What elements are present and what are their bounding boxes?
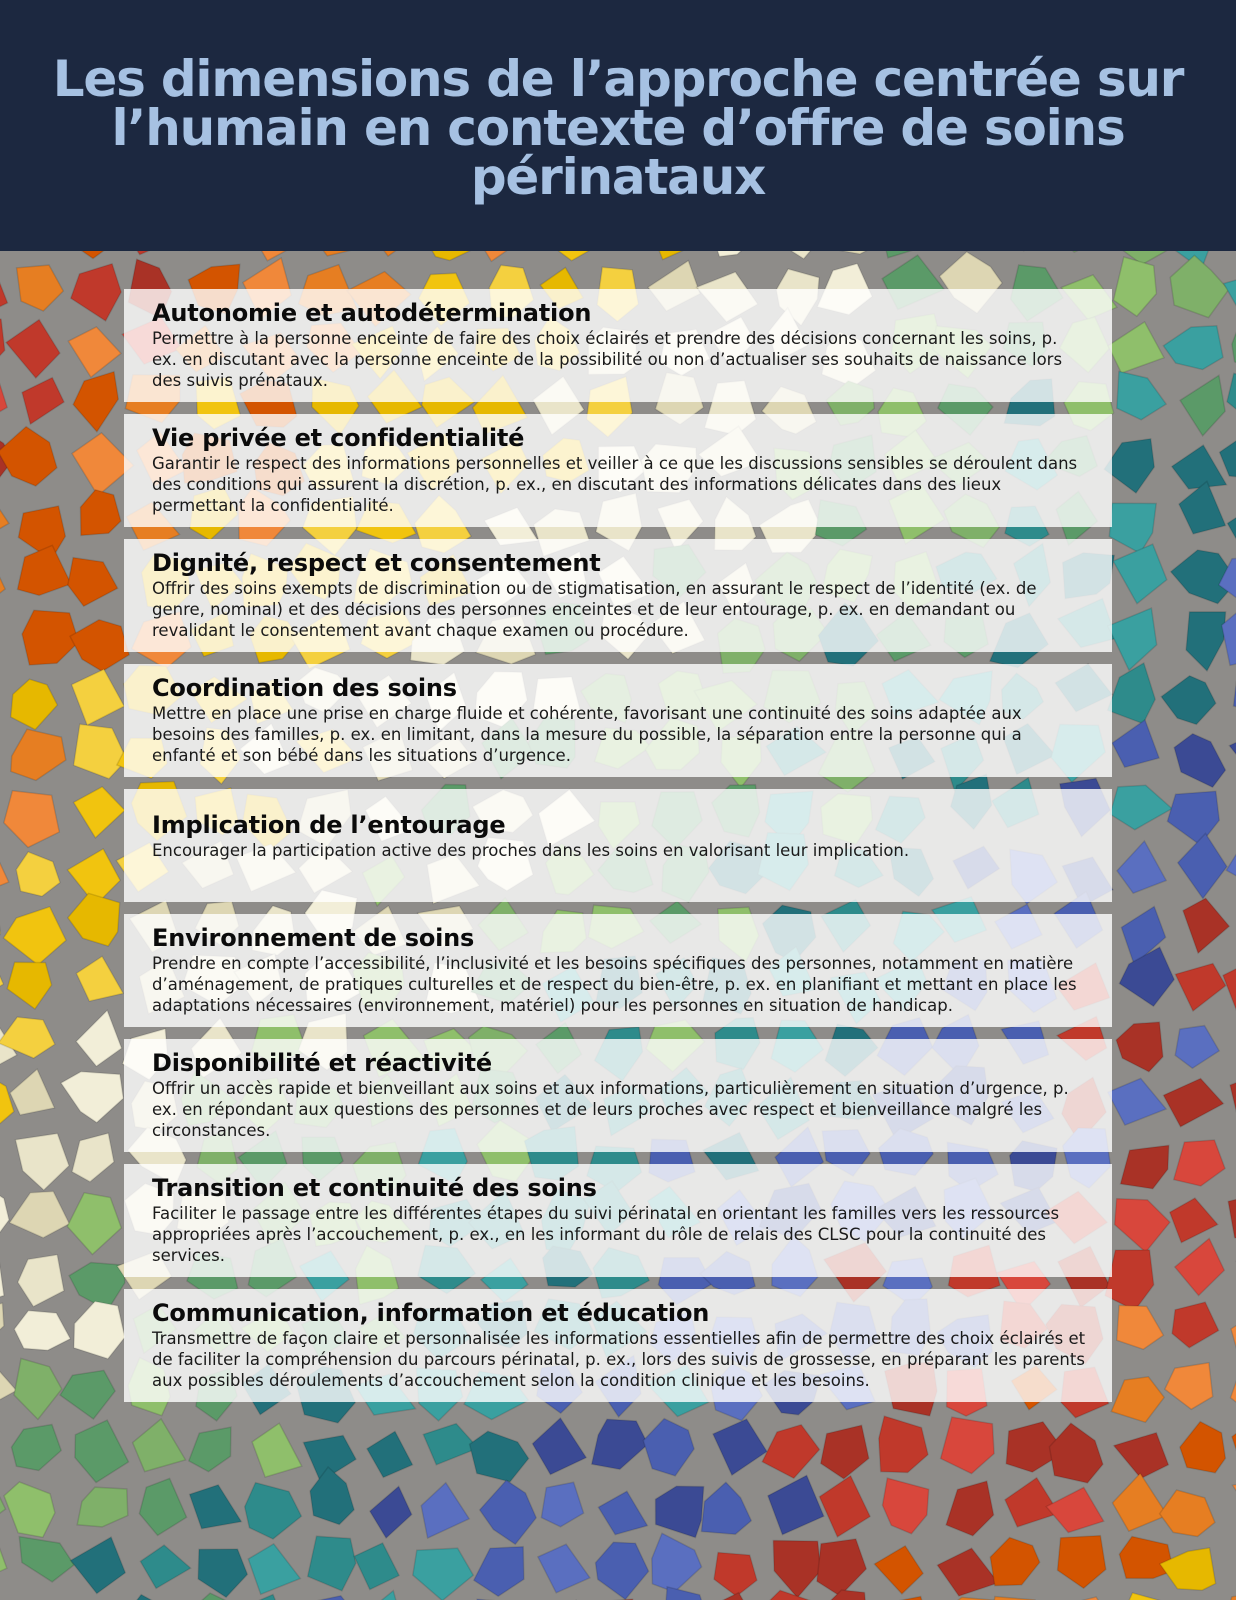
card-coordination [124, 664, 1112, 777]
card-vie-privee [124, 414, 1112, 527]
page-title: Les dimensions de l’approche centrée sur l’humain en contexte d’offre de soins périnataux [52, 50, 1184, 206]
card-autonomie [124, 289, 1112, 402]
card-description: Encourager la participation active des proches dans les soins en valorisant leur implication. [152, 841, 910, 860]
card-description: Prendre en compte l’accessibilité, l’inclusivité et les besoins spécifiques des personnes, notamment en matière d’aménagement, de pratiques culturelles et de respect du bien-être, p. ex. en planifiant et mettant en place les adaptations nécessaires (environnement, matériel) pour les personnes en situation de handicap. [152, 954, 1077, 1015]
card-disponibilite [124, 1039, 1112, 1152]
card-heading: Transition et continuité des soins [152, 1174, 597, 1202]
card-heading: Vie privée et confidentialité [152, 424, 525, 452]
card-communication [124, 1289, 1112, 1402]
card-heading: Implication de l’entourage [152, 811, 506, 839]
card-implication [124, 789, 1112, 902]
card-heading: Dignité, respect et consentement [152, 549, 601, 577]
card-heading: Disponibilité et réactivité [152, 1049, 492, 1077]
card-description: Transmettre de façon claire et personnalisée les informations essentielles afin de permettre des choix éclairés et de faciliter la compréhension du parcours périnatal, p. ex., lors des suivis de grossesse, en préparant les parents aux possibles déroulements d’accouchement selon la condition clinique et les besoins. [152, 1329, 1086, 1390]
card-transition [124, 1164, 1112, 1277]
card-description: Permettre à la personne enceinte de faire des choix éclairés et prendre des décisions concernant les soins, p. ex. en discutant avec la personne enceinte de la possibilité ou non d’actualiser ses souhaits de naissance lors des suivis prénataux. [152, 329, 1063, 390]
card-dignite [124, 539, 1112, 652]
card-description: Mettre en place une prise en charge fluide et cohérente, favorisant une continuité des soins adaptée aux besoins des familles, p. ex. en limitant, dans la mesure du possible, la séparation entre la personne qui a enfanté et son bébé dans les situations d’urgence. [152, 704, 1022, 765]
card-heading: Coordination des soins [152, 674, 457, 702]
card-heading: Environnement de soins [152, 924, 475, 952]
card-heading: Communication, information et éducation [152, 1299, 710, 1327]
card-heading: Autonomie et autodétermination [152, 299, 592, 327]
card-description: Garantir le respect des informations personnelles et veiller à ce que les discussions sensibles se déroulent dans des conditions qui assurent la discrétion, p. ex., en discutant des informations délicates dans des lieux permettant la confidentialité. [152, 454, 1078, 515]
card-description: Offrir des soins exempts de discrimination ou de stigmatisation, en assurant le respect de l’identité (ex. de genre, nominal) et des décisions des personnes enceintes et de leur entourage, p. ex. en demandant ou revalidant le consentement avant chaque examen ou procédure. [152, 579, 1037, 640]
card-description: Faciliter le passage entre les différentes étapes du suivi périnatal en orientant les familles vers les ressources appropriées après l’accouchement, p. ex., en les informant du rôle de relais des CLSC pour la continuité des services. [152, 1204, 1060, 1265]
card-description: Offrir un accès rapide et bienveillant aux soins et aux informations, particulièrement en situation d’urgence, p. ex. en répondant aux questions des personnes et de leurs proches avec respect et bienveillance malgré les circonstances. [152, 1079, 1069, 1140]
card-environnement [124, 914, 1112, 1027]
